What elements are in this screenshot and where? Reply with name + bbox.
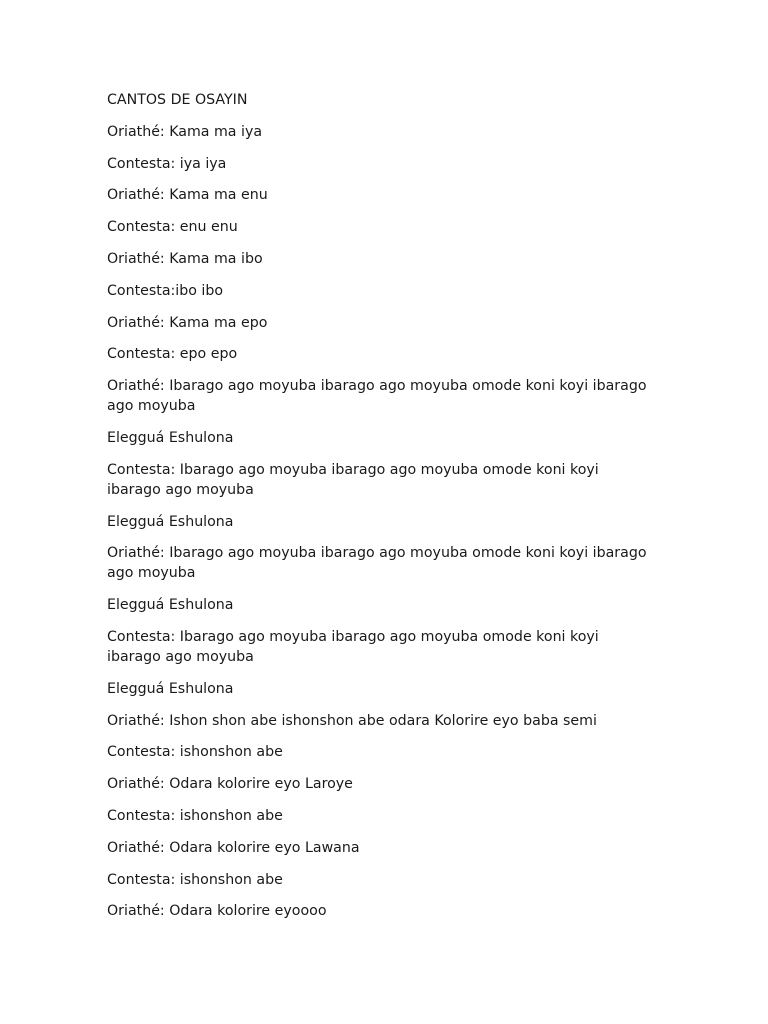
document-page: [107, 90, 655, 933]
text-line: Elegguá Eshulona: [107, 597, 234, 614]
text-line: Elegguá Eshulona: [107, 513, 234, 530]
text-line: Oriathé: Ibarago ago moyuba ibarago ago moyuba omode koni koyi ibarago ago moyuba: [107, 545, 647, 582]
document-title: CANTOS DE OSAYIN: [107, 92, 248, 108]
text-line: Contesta: Ibarago ago moyuba ibarago ago moyuba omode koni koyi ibarago ago moyuba: [107, 628, 599, 665]
text-line: Contesta: ishonshon abe: [107, 807, 283, 824]
text-line: Oriathé: Ishon shon abe ishonshon abe odara Kolorire eyo baba semi: [107, 712, 597, 729]
text-line: Contesta: iya iya: [107, 155, 227, 172]
text-line: Contesta: ishonshon abe: [107, 871, 283, 888]
text-line: Oriathé: Odara kolorire eyo Laroye: [107, 776, 353, 793]
text-line: Oriathé: Kama ma epo: [107, 314, 268, 331]
text-line: Contesta:ibo ibo: [107, 282, 224, 299]
text-line: Contesta: enu enu: [107, 219, 238, 236]
text-line: Oriathé: Odara kolorire eyoooo: [107, 903, 327, 920]
text-line: Elegguá Eshulona: [107, 680, 234, 697]
text-line: Oriathé: Kama ma iya: [107, 123, 263, 140]
text-line: Oriathé: Kama ma enu: [107, 187, 268, 204]
text-line: Contesta: ishonshon abe: [107, 744, 283, 761]
text-line: Oriathé: Kama ma ibo: [107, 250, 263, 267]
text-line: Oriathé: Odara kolorire eyo Lawana: [107, 839, 360, 856]
text-line: Oriathé: Ibarago ago moyuba ibarago ago moyuba omode koni koyi ibarago ago moyuba: [107, 378, 647, 415]
text-line: Elegguá Eshulona: [107, 429, 234, 446]
text-line: Contesta: Ibarago ago moyuba ibarago ago moyuba omode koni koyi ibarago ago moyuba: [107, 461, 599, 498]
text-line: Contesta: epo epo: [107, 346, 238, 363]
